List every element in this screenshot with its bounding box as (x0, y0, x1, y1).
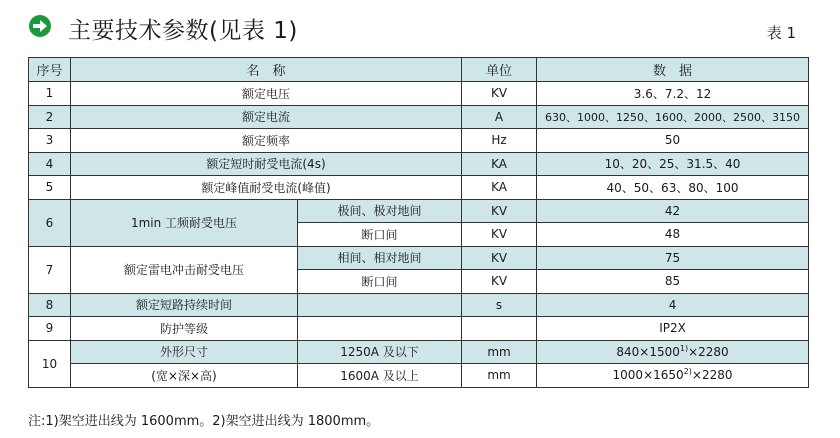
col-header-no: 序号 (29, 58, 71, 82)
table-row (29, 364, 809, 388)
table-row (29, 246, 809, 270)
table-row (29, 105, 809, 129)
row-subname: 相间、相对地间 (298, 246, 462, 270)
table-row (29, 82, 809, 106)
dim-value: 1000×1650 (612, 368, 684, 383)
row-value: 630、1000、1250、1600、2000、2500、3150 (537, 105, 809, 129)
row-unit: KV (462, 223, 537, 247)
row-unit: s (462, 293, 537, 317)
row-name: 额定电压 (71, 82, 462, 106)
row-unit: mm (462, 364, 537, 388)
dim-height: ×2280 (691, 368, 733, 383)
row-name: 额定峰值耐受电流(峰值) (71, 176, 462, 200)
footnote-ref: 2) (683, 367, 692, 377)
row-unit: KA (462, 176, 537, 200)
spec-table (28, 57, 809, 388)
row-no: 5 (29, 176, 71, 200)
row-no: 6 (29, 199, 71, 246)
row-unit: A (462, 105, 537, 129)
row-name: 额定短时耐受电流(4s) (71, 152, 462, 176)
row-unit: KV (462, 246, 537, 270)
row-value: IP2X (537, 317, 809, 341)
col-header-name: 名 称 (71, 58, 462, 82)
row-value: 85 (537, 270, 809, 294)
row-value: 50 (537, 129, 809, 153)
table-row (29, 176, 809, 200)
table-header-row (29, 58, 809, 82)
row-name: (宽×深×高) (71, 364, 298, 388)
table-row (29, 340, 809, 364)
row-condition: 1600A 及以上 (298, 364, 462, 388)
row-name: 外形尺寸 (71, 340, 298, 364)
row-unit: KA (462, 152, 537, 176)
row-value: 42 (537, 199, 809, 223)
row-name: 1min 工频耐受电压 (71, 199, 298, 246)
row-name: 额定电流 (71, 105, 462, 129)
row-condition: 1250A 及以下 (298, 340, 462, 364)
row-unit: KV (462, 199, 537, 223)
row-value: 10、20、25、31.5、40 (537, 152, 809, 176)
row-value: 4 (537, 293, 809, 317)
row-no: 4 (29, 152, 71, 176)
row-no: 8 (29, 293, 71, 317)
col-header-unit: 单位 (462, 58, 537, 82)
table-row (29, 199, 809, 223)
row-unit: mm (462, 340, 537, 364)
table-row (29, 293, 809, 317)
row-no: 2 (29, 105, 71, 129)
page-title: 主要技术参数(见表 1) (68, 18, 298, 44)
row-no: 1 (29, 82, 71, 106)
row-name: 防护等级 (71, 317, 298, 341)
row-value: 40、50、63、80、100 (537, 176, 809, 200)
dim-value: 840×1500 (616, 344, 680, 359)
row-unit: KV (462, 270, 537, 294)
page-header (28, 10, 818, 50)
table-row (29, 317, 809, 341)
row-name: 额定短路持续时间 (71, 293, 298, 317)
row-unit (462, 317, 537, 341)
footnote: 注:1)架空进出线为 1600mm。2)架空进出线为 1800mm。 (28, 414, 380, 429)
footnote-ref: 1) (679, 343, 689, 353)
row-name: 额定频率 (71, 129, 462, 153)
row-no: 3 (29, 129, 71, 153)
dim-height: ×2280 (688, 344, 729, 359)
row-subname: 断口间 (298, 223, 462, 247)
row-unit: Hz (462, 129, 537, 153)
table-row (29, 129, 809, 153)
row-name: 额定雷电冲击耐受电压 (71, 246, 298, 293)
row-value: 75 (537, 246, 809, 270)
arrow-right-icon (28, 14, 52, 38)
row-value (537, 340, 809, 364)
table-label: 表 1 (766, 24, 796, 42)
row-unit: KV (462, 82, 537, 106)
col-header-value: 数 据 (537, 58, 809, 82)
row-no: 10 (29, 340, 71, 387)
table-row (29, 152, 809, 176)
row-value (537, 364, 809, 388)
row-no: 7 (29, 246, 71, 293)
row-no: 9 (29, 317, 71, 341)
row-value: 3.6、7.2、12 (537, 82, 809, 106)
row-subname: 断口间 (298, 270, 462, 294)
row-subname: 极间、极对地间 (298, 199, 462, 223)
row-subname-empty (298, 317, 462, 341)
row-subname-empty (298, 293, 462, 317)
row-value: 48 (537, 223, 809, 247)
